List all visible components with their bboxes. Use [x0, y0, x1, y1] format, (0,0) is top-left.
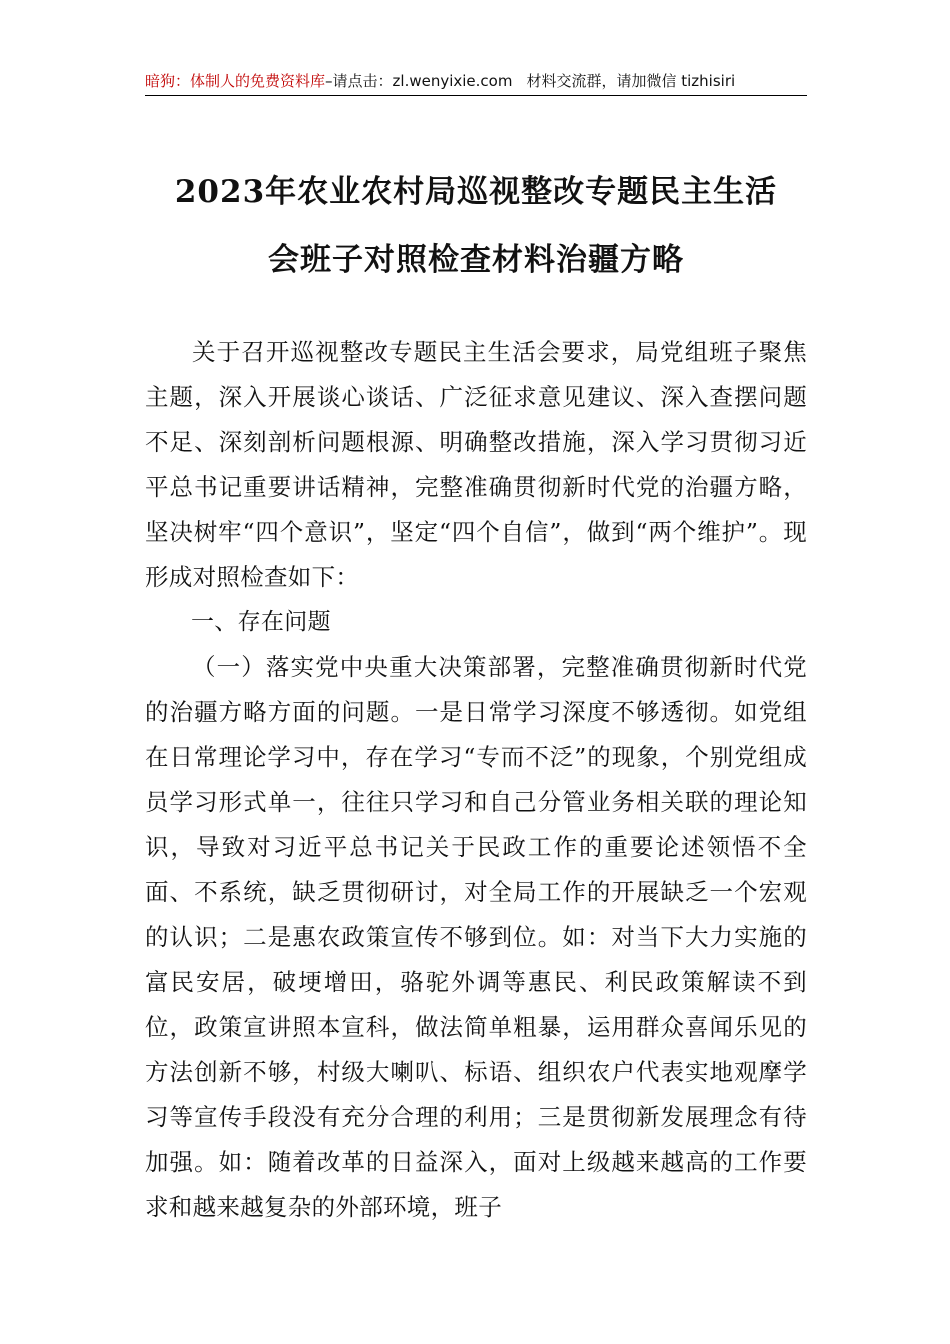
header-brand[interactable]: 暗狗：体制人的免费资料库: [145, 72, 326, 90]
header-link-prefix: –请点击：: [325, 72, 393, 90]
section-paragraph: （一）落实党中央重大决策部署，完整准确贯彻新时代党的治疆方略方面的问题。一是日常学习深度不够透彻。如党组在日常理论学习中，存在学习“专而不泛”的现象，个别党组成员学习形式单一，往往只学习和自己分管业务相关联的理论知识，导致对习近平总书记关于民政工作的重要论述领悟不全面、不系统，缺乏贯彻研讨，对全局工作的开展缺乏一个宏观的认识；二是惠农政策宣传不够到位。如：对当下大力实施的富民安居，破埂增田，骆驼外调等惠民、利民政策解读不到位，政策宣讲照本宣科，做法简单粗暴，运用群众喜闻乐见的方法创新不够，村级大喇叭、标语、组织农户代表实地观摩学习等宣传手段没有充分合理的利用；三是贯彻新发展理念有待加强。如：随着改革的日益深入，面对上级越来越高的工作要求和越来越复杂的外部环境，班子: [145, 653, 807, 1221]
header-bar: [145, 68, 807, 94]
document-title-line-2: 会班子对照检查材料治疆方略: [268, 242, 684, 278]
header-divider: [145, 95, 807, 96]
document-body: [145, 330, 807, 1230]
document-title-line-1: 2023年农业农村局巡视整改专题民主生活: [174, 174, 778, 210]
header-contact: 材料交流群，请加微信 tizhisiri: [526, 72, 736, 90]
header-link-url[interactable]: zl.wenyixie.com: [392, 72, 513, 90]
section-heading: 一、存在问题: [191, 609, 331, 635]
intro-paragraph: 关于召开巡视整改专题民主生活会要求，局党组班子聚焦主题，深入开展谈心谈话、广泛征求意见建议、深入查摆问题不足、深刻剖析问题根源、明确整改措施，深入学习贯彻习近平总书记重要讲话精神，完整准确贯彻新时代党的治疆方略，坚决树牢“四个意识”，坚定“四个自信”，做到“两个维护”。现形成对照检查如下：: [145, 338, 807, 591]
